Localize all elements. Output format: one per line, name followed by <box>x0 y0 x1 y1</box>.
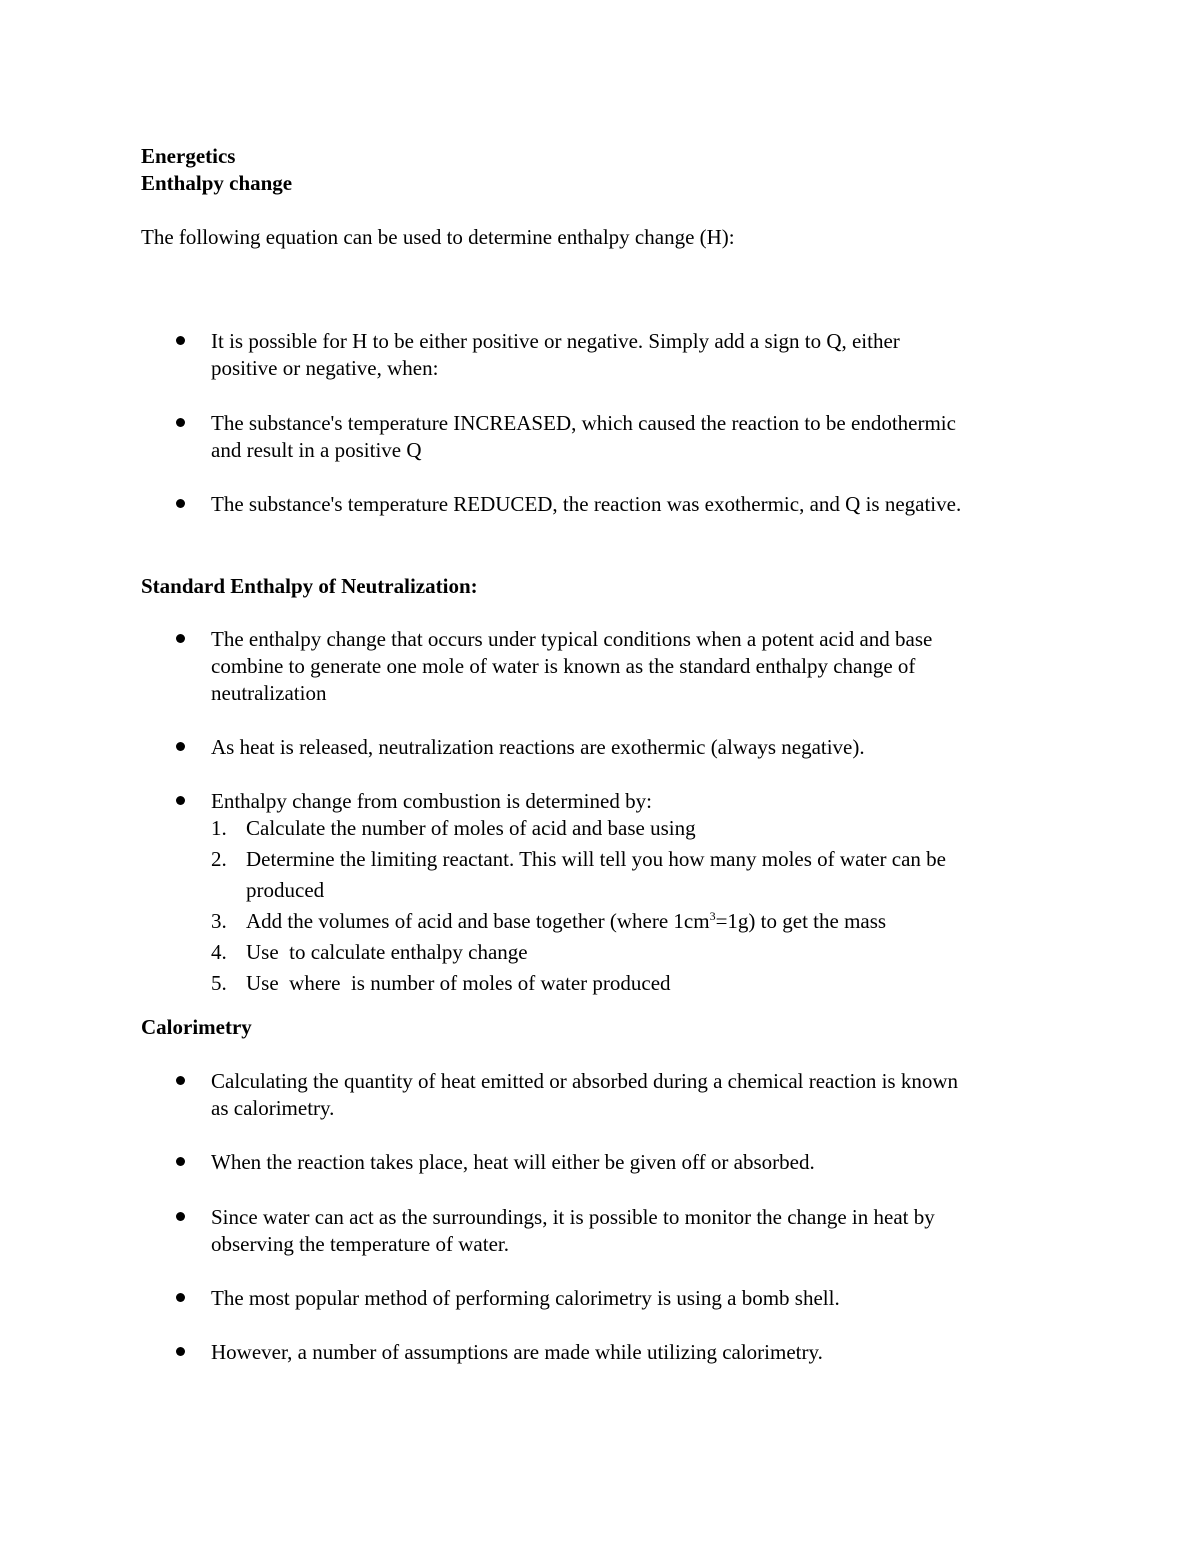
list-item-line: It is possible for H to be either positive or negative. Simply add a sign to Q, either <box>211 329 900 353</box>
step-number: 1. <box>211 816 227 840</box>
list-item-line: observing the temperature of water. <box>211 1232 509 1256</box>
document-subtitle: Enthalpy change <box>141 171 293 195</box>
list-item-line: combine to generate one mole of water is known as the standard enthalpy change of <box>211 654 916 678</box>
step-number: 2. <box>211 847 227 871</box>
bullet-icon <box>176 418 185 427</box>
superscript: 3 <box>709 909 716 923</box>
list-item-line: Calculating the quantity of heat emitted or absorbed during a chemical reaction is known <box>211 1069 959 1093</box>
step-text: Use where is number of moles of water produced <box>246 971 671 995</box>
list-item-line: The substance's temperature REDUCED, the reaction was exothermic, and Q is negative. <box>211 492 962 516</box>
list-item-line: Enthalpy change from combustion is determined by: <box>211 789 652 813</box>
bullet-icon <box>176 1212 185 1221</box>
step-number: 5. <box>211 971 227 995</box>
bullet-icon <box>176 742 185 751</box>
intro-paragraph: The following equation can be used to determine enthalpy change (H): <box>141 225 735 249</box>
bullet-icon <box>176 336 185 345</box>
list-item-line: The substance's temperature INCREASED, which caused the reaction to be endothermic <box>211 411 956 435</box>
list-item-line: as calorimetry. <box>211 1096 335 1120</box>
list-item-line: neutralization <box>211 681 327 705</box>
bullet-icon <box>176 1076 185 1085</box>
step-text: Use to calculate enthalpy change <box>246 940 528 964</box>
list-item-line: and result in a positive Q <box>211 438 422 462</box>
step-text: Calculate the number of moles of acid and base using <box>246 816 696 840</box>
document-title: Energetics <box>141 144 236 168</box>
step-text <box>246 908 886 935</box>
list-item-line: However, a number of assumptions are made while utilizing calorimetry. <box>211 1340 823 1364</box>
step-text-continued: produced <box>246 878 325 902</box>
list-item-line: Since water can act as the surroundings, it is possible to monitor the change in heat by <box>211 1205 935 1229</box>
section-heading-neutralization: Standard Enthalpy of Neutralization: <box>141 574 478 598</box>
bullet-icon <box>176 1293 185 1302</box>
step-text: Determine the limiting reactant. This will tell you how many moles of water can be <box>246 847 947 871</box>
list-item-line: The enthalpy change that occurs under typical conditions when a potent acid and base <box>211 627 933 651</box>
section-heading-calorimetry: Calorimetry <box>141 1015 252 1039</box>
step-text-after: =1g) to get the mass <box>715 909 887 933</box>
bullet-icon <box>176 634 185 643</box>
list-item-line: As heat is released, neutralization reactions are exothermic (always negative). <box>211 735 865 759</box>
step-text-before: Add the volumes of acid and base together (where 1cm <box>246 909 710 933</box>
step-number: 3. <box>211 909 227 933</box>
list-item-line: positive or negative, when: <box>211 356 439 380</box>
list-item-line: The most popular method of performing calorimetry is using a bomb shell. <box>211 1286 840 1310</box>
step-number: 4. <box>211 940 227 964</box>
bullet-icon <box>176 499 185 508</box>
bullet-icon <box>176 1347 185 1356</box>
bullet-icon <box>176 1157 185 1166</box>
bullet-icon <box>176 796 185 805</box>
list-item-line: When the reaction takes place, heat will either be given off or absorbed. <box>211 1150 815 1174</box>
